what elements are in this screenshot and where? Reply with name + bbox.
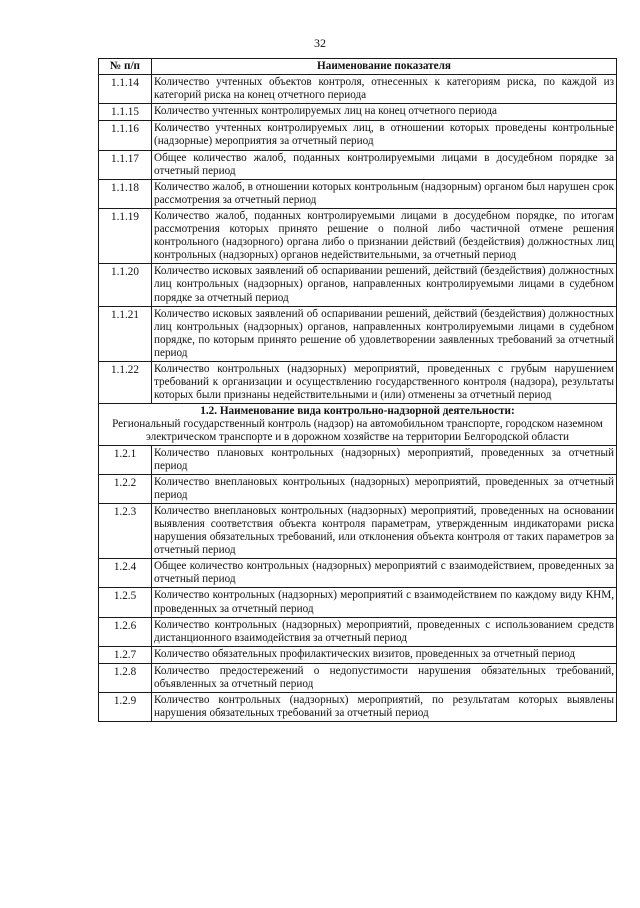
table-header-row bbox=[99, 59, 617, 75]
row-number: 1.1.14 bbox=[99, 75, 152, 104]
row-number: 1.1.20 bbox=[99, 264, 152, 306]
row-number: 1.1.22 bbox=[99, 361, 152, 403]
row-number: 1.2.9 bbox=[99, 693, 152, 722]
indicators-table bbox=[98, 58, 617, 722]
header-number: № п/п bbox=[99, 59, 152, 75]
row-indicator-text: Количество предостережений о недопустимости нарушения обязательных требований, объявленных за отчетный период bbox=[152, 663, 617, 692]
table-row bbox=[99, 474, 617, 503]
row-indicator-text: Количество учтенных контролируемых лиц, в отношении которых проведены контрольные (надзорные) мероприятия за отчетный период bbox=[152, 121, 617, 150]
table-row bbox=[99, 75, 617, 104]
table-row bbox=[99, 503, 617, 558]
table-row bbox=[99, 208, 617, 263]
row-indicator-text: Количество обязательных профилактических визитов, проведенных за отчетный период bbox=[152, 646, 617, 663]
row-number: 1.1.21 bbox=[99, 306, 152, 361]
row-indicator-text: Количество контрольных (надзорных) мероприятий, по результатам которых выявлены нарушения обязательных требований за отчетный период bbox=[152, 693, 617, 722]
row-number: 1.1.18 bbox=[99, 179, 152, 208]
table-row bbox=[99, 264, 617, 306]
row-indicator-text: Количество жалоб, поданных контролируемыми лицами в досудебном порядке, по итогам рассмотрения которых принято решение о полной либо частичной отмене решения контрольного (надзорного) органа либо о признании действий (бездействия) должностных лиц контрольных (надзорных) органов недействительными, за отчетный период bbox=[152, 208, 617, 263]
section-block bbox=[99, 404, 617, 445]
table-row bbox=[99, 559, 617, 588]
row-number: 1.1.15 bbox=[99, 104, 152, 121]
table-row bbox=[99, 693, 617, 722]
section-description: Региональный государственный контроль (надзор) на автомобильном транспорте, городском наземном электрическом транспорте и в дорожном хозяйстве на территории Белгородской области bbox=[112, 418, 603, 444]
row-indicator-text: Количество исковых заявлений об оспаривании решений, действий (бездействия) должностных лиц контрольных (надзорных) органов, направленных контролируемыми лицами в судебном порядке за отчетный период bbox=[152, 264, 617, 306]
row-indicator-text: Количество внеплановых контрольных (надзорных) мероприятий, проведенных на основании выявления соответствия объекта контроля параметрам, утвержденным индикаторами риска нарушения обязательных требований, или отклонения объекта контроля от таких параметров за отчетный период bbox=[152, 503, 617, 558]
row-number: 1.1.16 bbox=[99, 121, 152, 150]
table-body-top bbox=[99, 75, 617, 404]
row-indicator-text: Общее количество жалоб, поданных контролируемыми лицами в досудебном порядке за отчетный период bbox=[152, 150, 617, 179]
row-indicator-text: Количество контрольных (надзорных) мероприятий, проведенных с грубым нарушением требований к организации и осуществлению государственного контроля (надзора), результаты которых были признаны недействительными и (или) отменены за отчетный период bbox=[152, 361, 617, 403]
row-indicator-text: Количество учтенных объектов контроля, отнесенных к категориям риска, по каждой из категорий риска на конец отчетного периода bbox=[152, 75, 617, 104]
row-indicator-text: Количество жалоб, в отношении которых контрольным (надзорным) органом был нарушен срок рассмотрения за отчетный период bbox=[152, 179, 617, 208]
table-row bbox=[99, 646, 617, 663]
row-number: 1.2.7 bbox=[99, 646, 152, 663]
row-number: 1.1.19 bbox=[99, 208, 152, 263]
section-row bbox=[99, 404, 617, 445]
table-row bbox=[99, 617, 617, 646]
row-number: 1.1.17 bbox=[99, 150, 152, 179]
row-indicator-text: Количество плановых контрольных (надзорных) мероприятий, проведенных за отчетный период bbox=[152, 445, 617, 474]
table-row bbox=[99, 361, 617, 403]
row-indicator-text: Количество исковых заявлений об оспаривании решений, действий (бездействия) должностных лиц контрольных (надзорных) органов, направленных контролируемыми лицами в судебном порядке, по которым принято решение об удовлетворении заявленных требований за отчетный период bbox=[152, 306, 617, 361]
table-row bbox=[99, 121, 617, 150]
table-row bbox=[99, 306, 617, 361]
section-title: 1.2. Наименование вида контрольно-надзорной деятельности: bbox=[200, 405, 515, 418]
row-indicator-text: Количество контрольных (надзорных) мероприятий с взаимодействием по каждому виду КНМ, проведенных за отчетный период bbox=[152, 588, 617, 617]
table-row bbox=[99, 445, 617, 474]
row-indicator-text: Количество внеплановых контрольных (надзорных) мероприятий, проведенных за отчетный период bbox=[152, 474, 617, 503]
row-number: 1.2.4 bbox=[99, 559, 152, 588]
row-number: 1.2.8 bbox=[99, 663, 152, 692]
header-indicator-name: Наименование показателя bbox=[152, 59, 617, 75]
row-indicator-text: Количество учтенных контролируемых лиц на конец отчетного периода bbox=[152, 104, 617, 121]
row-number: 1.2.1 bbox=[99, 445, 152, 474]
row-number: 1.2.5 bbox=[99, 588, 152, 617]
table-body-bottom bbox=[99, 445, 617, 722]
row-indicator-text: Количество контрольных (надзорных) мероприятий, проведенных с использованием средств дистанционного взаимодействия за отчетный период bbox=[152, 617, 617, 646]
page-number: 32 bbox=[314, 36, 326, 50]
row-number: 1.2.6 bbox=[99, 617, 152, 646]
section-cell bbox=[99, 404, 617, 445]
table-row bbox=[99, 663, 617, 692]
table-row bbox=[99, 150, 617, 179]
row-indicator-text: Общее количество контрольных (надзорных) мероприятий с взаимодействием, проведенных за отчетный период bbox=[152, 559, 617, 588]
row-number: 1.2.2 bbox=[99, 474, 152, 503]
table-row bbox=[99, 588, 617, 617]
row-number: 1.2.3 bbox=[99, 503, 152, 558]
table-row bbox=[99, 179, 617, 208]
table-row bbox=[99, 104, 617, 121]
